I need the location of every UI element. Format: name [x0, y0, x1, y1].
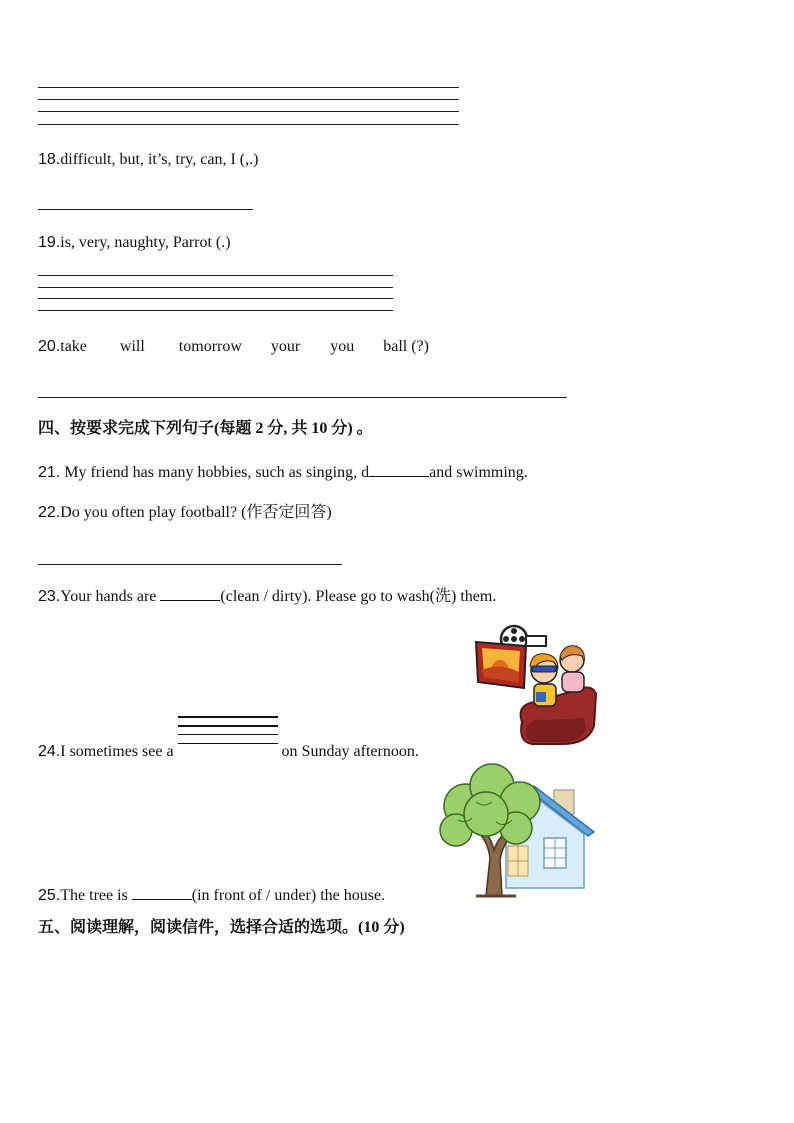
- word-you: you: [330, 338, 355, 355]
- question-number: 20.: [38, 338, 61, 355]
- fill-blank-25[interactable]: [132, 885, 192, 900]
- question-text-after: (clean / dirty). Please go to wash(洗) them.: [220, 588, 497, 605]
- question-text-after: on Sunday afternoon.: [277, 743, 419, 760]
- word-your: your: [270, 338, 301, 355]
- question-number: 19.: [38, 234, 61, 251]
- section-5-heading: 五、阅读理解，阅读信件，选择合适的选项。(10 分): [38, 919, 405, 936]
- answer-line-20[interactable]: [38, 397, 567, 398]
- fill-blank-24[interactable]: [178, 728, 278, 758]
- question-text: Do you often play football? (作否定回答): [60, 504, 332, 521]
- question-number: 23.: [38, 588, 61, 605]
- movie-watching-illustration-icon: [470, 622, 600, 747]
- question-number: 25.: [38, 887, 61, 904]
- fill-blank-21[interactable]: [369, 462, 429, 477]
- word-take: take: [60, 338, 87, 355]
- answer-line-19-a[interactable]: [38, 275, 393, 276]
- question-text: is, very, naughty, Parrot (.): [60, 234, 231, 251]
- word-tomorrow: tomorrow: [178, 338, 242, 355]
- question-text-before: My friend has many hobbies, such as singing, d: [60, 464, 370, 481]
- answer-line-17-c[interactable]: [38, 111, 459, 112]
- answer-line-17-a[interactable]: [38, 87, 459, 88]
- answer-line-17-b[interactable]: [38, 99, 459, 100]
- question-text-before: Your hands are: [60, 588, 161, 605]
- question-21: [38, 462, 528, 483]
- question-text-before: The tree is: [60, 887, 132, 904]
- section-4-heading: 四、按要求完成下列句子(每题 2 分, 共 10 分) 。: [38, 420, 373, 437]
- question-18: [38, 150, 258, 170]
- answer-line-19-d[interactable]: [38, 310, 393, 311]
- question-25: [38, 885, 385, 906]
- word-will: will: [119, 338, 145, 355]
- question-20: [38, 337, 429, 357]
- question-24: [38, 728, 419, 765]
- answer-line-22[interactable]: [38, 564, 342, 565]
- question-23: [38, 586, 496, 607]
- question-number: 22.: [38, 504, 61, 521]
- tree-and-house-illustration-icon: [436, 762, 596, 902]
- question-number: 21.: [38, 464, 61, 481]
- question-22: [38, 503, 332, 523]
- question-number: 18.: [38, 151, 61, 168]
- question-number: 24.: [38, 743, 61, 760]
- question-text-after: (in front of / under) the house.: [191, 887, 386, 904]
- answer-line-17-d[interactable]: [38, 124, 459, 125]
- word-ball: ball (?): [383, 338, 429, 355]
- answer-line-19-c[interactable]: [38, 298, 393, 299]
- question-text: difficult, but, it’s, try, can, I (,.): [60, 151, 259, 168]
- question-19: [38, 233, 231, 253]
- question-text-before: I sometimes see a: [60, 743, 178, 760]
- answer-line-19-b[interactable]: [38, 287, 393, 288]
- answer-line-18[interactable]: [38, 209, 253, 210]
- fill-blank-23[interactable]: [160, 586, 220, 601]
- question-text-after: and swimming.: [429, 464, 528, 481]
